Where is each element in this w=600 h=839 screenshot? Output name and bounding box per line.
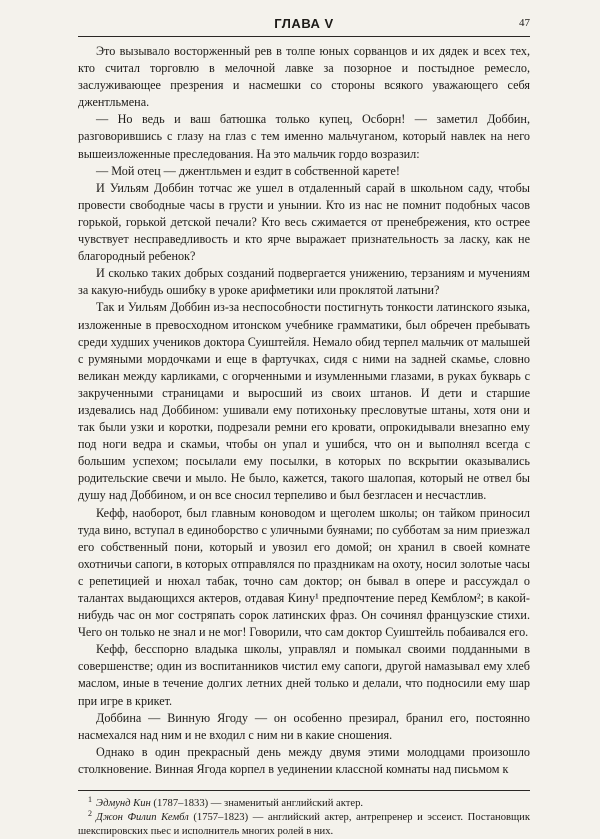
footnotes [78,790,530,839]
paragraph: Однако в один прекрасный день между двумя этими молодцами произошло столкновение. Винная Ягода корпел в уединении классной комнаты над письмом к [78,744,530,776]
footnote-mark: 2 [88,808,92,818]
chapter-title: ГЛАВА V [274,16,334,31]
paragraph: — Но ведь и ваш батюшка только купец, Осборн! — заметил Доббин, разговорившись с глазу на глаз с тем именно мальчуганом, который навлек на него вышеизложенные преследования. На это мальчик гордо возразил: [78,112,530,161]
page-number: 47 [519,17,530,29]
footnote-1 [78,794,530,811]
footnote-text: (1787–1833) — знаменитый английский актер. [150,798,364,810]
footnote-text: (1757–1823) — английский актер, антрепренер и эссеист. Постановщик шекспировских пьес и исполнитель многих ролей в них. [78,812,530,838]
paragraph: — Мой отец — джентльмен и ездит в собственной карете! [96,163,400,178]
paragraph: Так и Уильям Доббин из-за неспособности постигнуть тонкости латинского языка, изложенные в превосходном итонском учебнике грамматики, был обречен пребывать среди худших учеников доктора Суиштейля. Немало обид терпел мальчик от малышей с румяными мордочками и еще в фартучках, сидя с ними на задней скамье, словно великан между карликами, с огорченными и изумленными глазами, в руках букварь с закрученными страницами и выросший из своих штанов. И дети и старшие издевались над Доббином: ушивали ему потихоньку пресловутые штаны, хотя они и так были узки и коротки, подрезали ремни его кровати, опрокидывали внезапно ему под ноги ведра и скамьи, чтобы он упал и ушибся, что он и выполнял всегда с большим успехом; посылали ему посылки, в которых по вскрытии оказывались родительские свечи и мыло. Не было, кажется, такого шалопая, который не отвел бы душу над Доббином, и он все сносил терпеливо и был безгласен и несчастлив. [78,300,530,503]
paragraph: Кефф, бесспорно владыка школы, управлял и помыкал своими подданными в совершенстве; один из воспитанников чистил ему сапоги, другой намазывал ему хлеб маслом, иные в течение долгих летних дней только и делали, что подносили ему шар при игре в крикет. [78,642,530,708]
footnote-name: Джон Филип Кембл [96,812,189,824]
paragraph: Это вызывало восторженный рев в толпе юных сорванцов и их дядек и всех тех, кто считал торговлю в мелочной лавке за позорное и постыдное ремесло, заслуживающее презрения и насмешки со стороны всякого уважающего себя джентльмена. [78,44,530,110]
paragraph: Кефф, наоборот, был главным коноводом и щеголем школы; он тайком приносил туда вино, вступал в единоборство с уличными буянами; по субботам за ним приезжал его собственный пони, который и увозил его домой; он хранил в своей комнате охотничьи сапоги, в которых отправлялся по праздникам на охоту, носил золотые часы с репетицией и нюхал табак, точно сам доктор; он бывал в опере и рассуждал о талантах выдающихся актеров, отдавая Кину¹ предпочтение перед Кемблом²; в какой-нибудь час он мог состряпать сорок латинских фраз. Он сочинял французские стихи. Чего он только не знал и не мог! Говорили, что сам доктор Суиштейль побаивался его. [78,505,530,640]
paragraph: И Уильям Доббин тотчас же ушел в отдаленный сарай в школьном саду, чтобы провести свободные часы в грусти и унынии. Кто из нас не помнит подобных часов горькой, горькой детской печали? Кто весь сжимается от пренебрежения, кто острее чувствует несправедливость и кто ярче выражает признательность за ласку, как не благородный ребенок? [78,180,530,264]
footnote-2 [78,808,530,839]
paragraph: И сколько таких добрых созданий подвергается унижению, терзаниям и мучениям за какую-нибудь ошибку в уроке арифметики или проклятой латыни? [78,266,530,298]
footnote-name: Эдмунд Кин [96,798,151,810]
footnote-mark: 1 [88,794,92,804]
body-text [78,43,530,778]
running-head [78,14,530,37]
paragraph: Доббина — Винную Ягоду — он особенно презирал, бранил его, постоянно насмехался над ним и не входил с ним ни в какие сношения. [78,710,530,742]
